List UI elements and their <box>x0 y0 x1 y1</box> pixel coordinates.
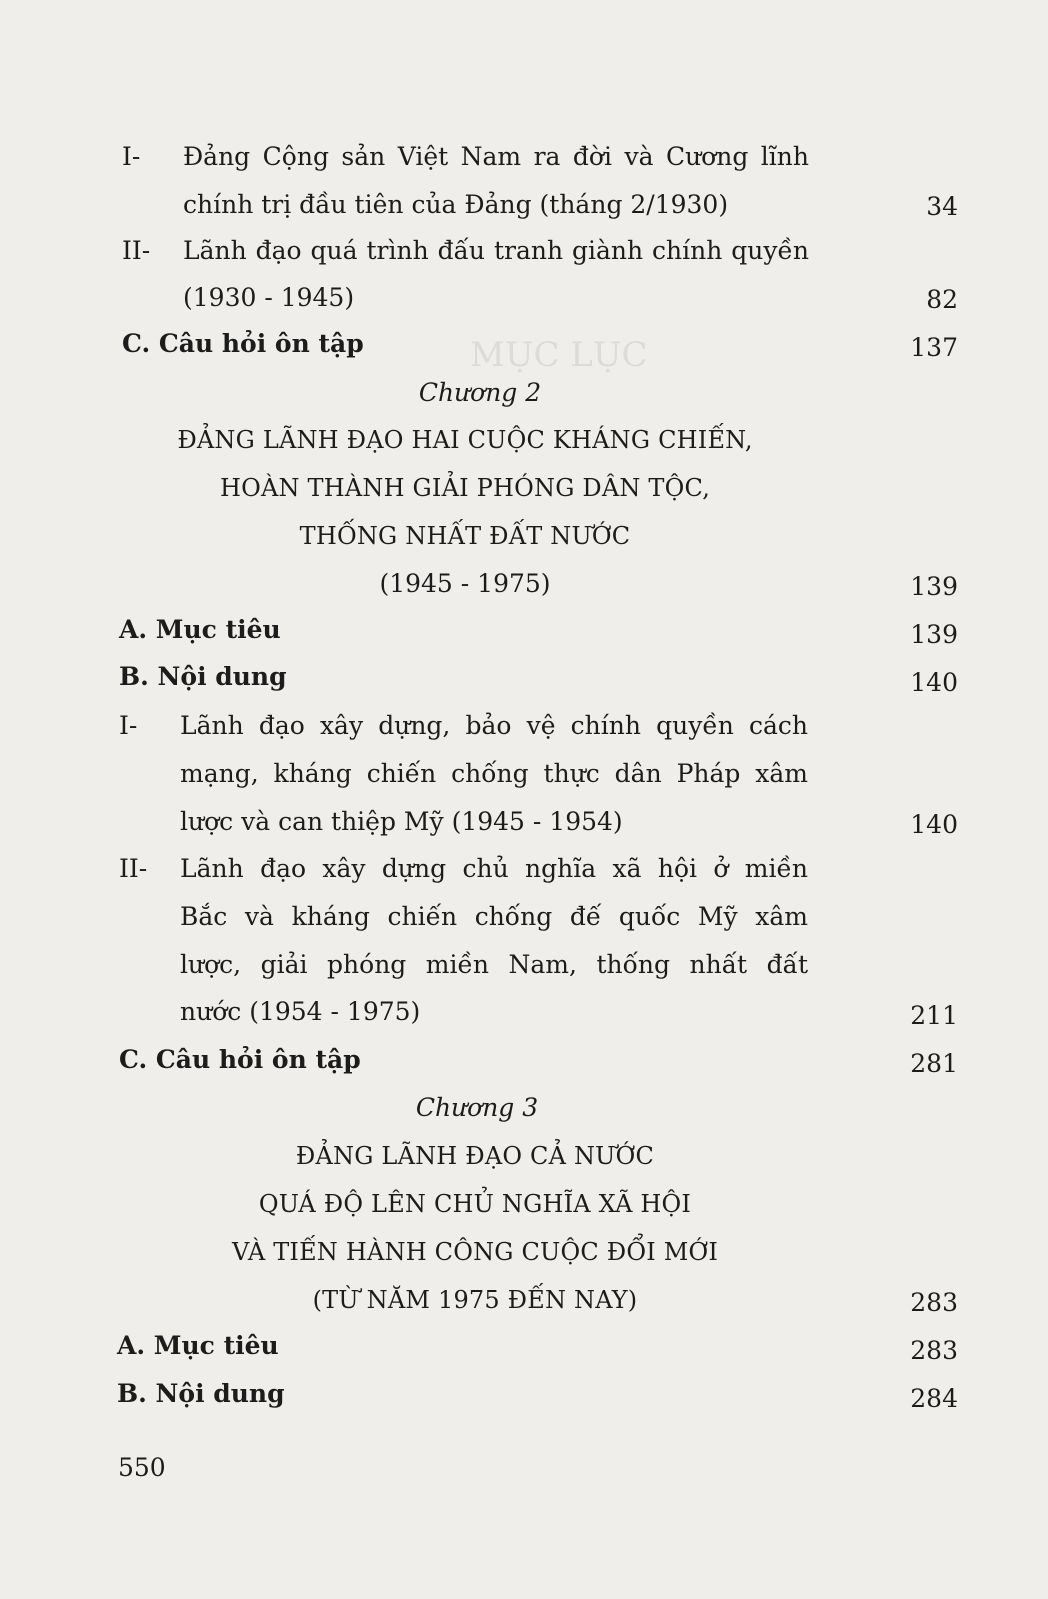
toc-section-label: A. Mục tiêu <box>117 1331 279 1360</box>
toc-page-number: 211 <box>910 1001 958 1030</box>
toc-page-number: 139 <box>910 620 958 649</box>
toc-section-label: B. Nội dung <box>119 662 287 691</box>
toc-item-text: chính trị đầu tiên của Đảng (tháng 2/1930) <box>183 190 729 219</box>
chapter-title: VÀ TIẾN HÀNH CÔNG CUỘC ĐỔI MỚI <box>231 1238 719 1266</box>
toc-section-label: C. Câu hỏi ôn tập <box>122 329 364 358</box>
chapter-title: ĐẢNG LÃNH ĐẠO CẢ NƯỚC <box>295 1142 655 1170</box>
toc-item-text: Bắc và kháng chiến chống đế quốc Mỹ xâm <box>180 902 808 931</box>
toc-item-text: Lãnh đạo xây dựng chủ nghĩa xã hội ở miền <box>180 854 808 883</box>
page-number-footer: 550 <box>118 1453 166 1482</box>
toc-item-text: Lãnh đạo quá trình đấu tranh giành chính quyền <box>183 236 809 265</box>
show-through-text: MỤC LỤC <box>470 335 648 375</box>
toc-section-label: A. Mục tiêu <box>119 615 281 644</box>
toc-item-number: I- <box>122 142 141 171</box>
toc-page-number: 82 <box>926 285 958 314</box>
toc-page-number: 284 <box>910 1384 958 1413</box>
toc-page-number: 140 <box>910 668 958 697</box>
toc-page-number: 281 <box>910 1049 958 1078</box>
chapter-title: QUÁ ĐỘ LÊN CHỦ NGHĨA XÃ HỘI <box>258 1190 692 1218</box>
chapter-label: Chương 3 <box>415 1093 539 1122</box>
chapter-title: THỐNG NHẤT ĐẤT NƯỚC <box>299 522 631 550</box>
chapter-title: (TỪ NĂM 1975 ĐẾN NAY) <box>312 1286 638 1314</box>
toc-page-number: 283 <box>910 1288 958 1317</box>
toc-section-label: C. Câu hỏi ôn tập <box>119 1045 361 1074</box>
toc-page-number: 137 <box>910 333 958 362</box>
toc-item-text: (1930 - 1945) <box>183 283 355 312</box>
toc-item-number: I- <box>119 711 138 740</box>
toc-page-number: 140 <box>910 810 958 839</box>
toc-item-text: lược, giải phóng miền Nam, thống nhất đất <box>180 950 808 979</box>
toc-item-text: Đảng Cộng sản Việt Nam ra đời và Cương lĩnh <box>183 142 809 171</box>
chapter-label: Chương 2 <box>418 378 542 407</box>
toc-item-text: mạng, kháng chiến chống thực dân Pháp xâm <box>180 759 808 788</box>
toc-item-number: II- <box>119 854 148 883</box>
chapter-title: HOÀN THÀNH GIẢI PHÓNG DÂN TỘC, <box>219 474 711 502</box>
toc-page-number: 139 <box>910 572 958 601</box>
toc-item-text: Lãnh đạo xây dựng, bảo vệ chính quyền cách <box>180 711 808 740</box>
chapter-title: ĐẢNG LÃNH ĐẠO HAI CUỘC KHÁNG CHIẾN, <box>177 426 753 454</box>
toc-page-number: 34 <box>926 192 958 221</box>
toc-item-text: nước (1954 - 1975) <box>180 997 421 1026</box>
toc-section-label: B. Nội dung <box>117 1379 285 1408</box>
chapter-title: (1945 - 1975) <box>379 569 551 598</box>
toc-item-text: lược và can thiệp Mỹ (1945 - 1954) <box>180 807 623 836</box>
toc-page-number: 283 <box>910 1336 958 1365</box>
toc-item-number: II- <box>122 236 151 265</box>
